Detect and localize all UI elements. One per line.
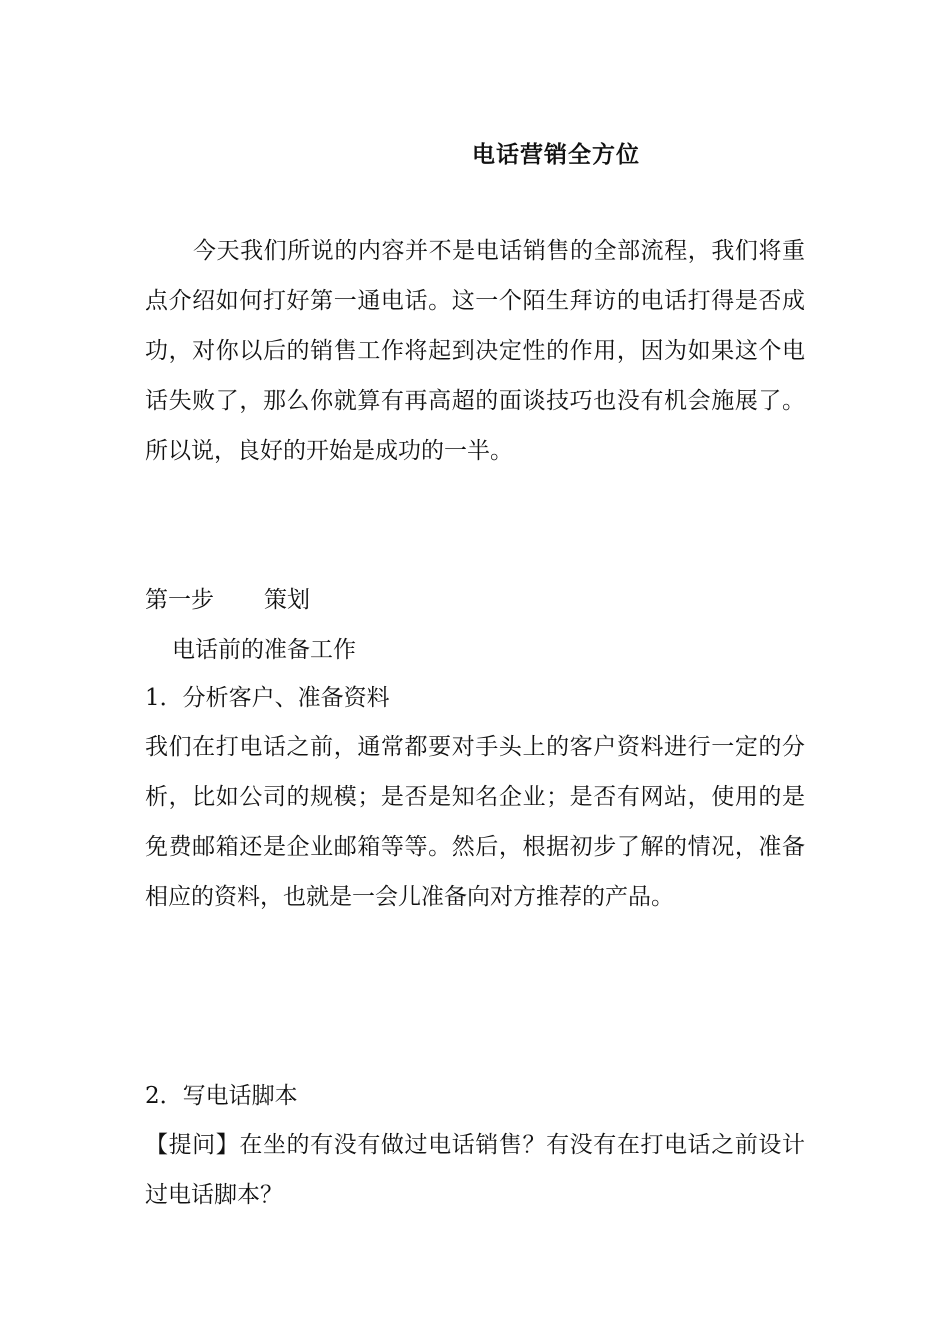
item-paragraph-1: 我们在打电话之前，通常都要对手头上的客户资料进行一定的分析，比如公司的规模；是否是知名企业；是否有网站，使用的是免费邮箱还是企业邮箱等等。然后，根据初步了解的情况，准备相应的资料，也就是一会儿准备向对方推荐的产品。 xyxy=(145,734,805,910)
item-heading-1: 1．分析客户、准备资料 xyxy=(145,685,390,711)
intro-paragraph: 今天我们所说的内容并不是电话销售的全部流程，我们将重点介绍如何打好第一通电话。这一个陌生拜访的电话打得是否成功，对你以后的销售工作将起到决定性的作用，因为如果这个电话失败了，那么你就算有再高超的面谈技巧也没有机会施展了。所以说，良好的开始是成功的一半。 xyxy=(145,238,805,464)
document-title: 电话营销全方位 xyxy=(472,141,640,168)
step-label: 第一步 xyxy=(145,587,214,613)
section-subheading: 电话前的准备工作 xyxy=(172,637,356,663)
item-heading-2: 2．写电话脚本 xyxy=(145,1083,298,1109)
item-paragraph-2: 【提问】在坐的有没有做过电话销售？有没有在打电话之前设计过电话脚本？ xyxy=(145,1132,805,1208)
step-name: 策划 xyxy=(264,587,310,613)
step-heading xyxy=(145,584,310,616)
